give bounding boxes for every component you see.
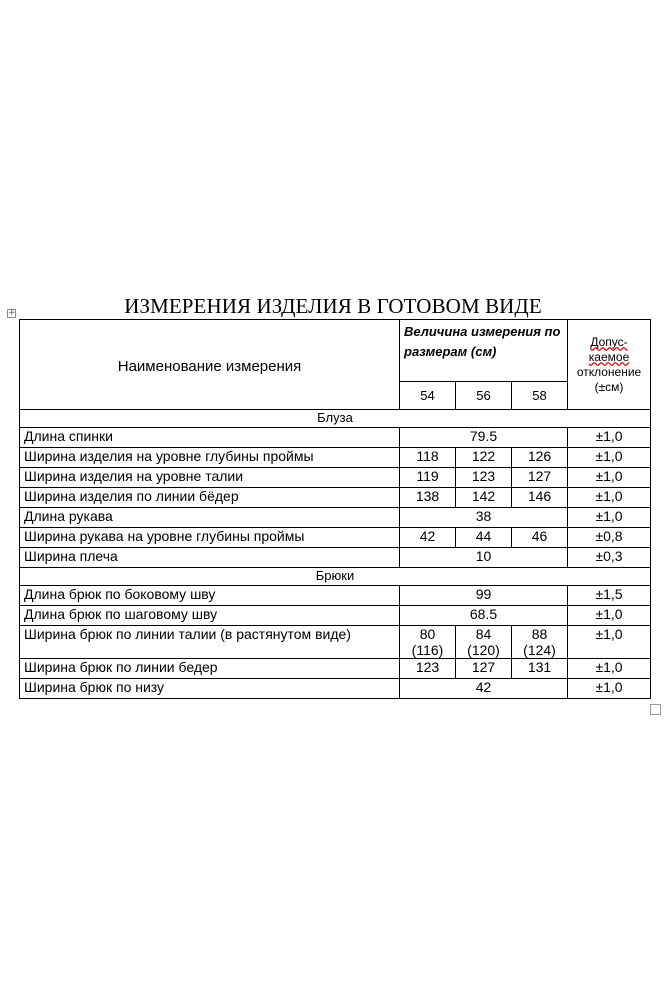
- measurement-name: Ширина брюк по линии бедер: [20, 659, 400, 679]
- measurement-value: [400, 468, 456, 488]
- tolerance-value: ±1,0: [568, 508, 651, 528]
- measurement-name: Длина брюк по шаговому шву: [20, 606, 400, 626]
- measurement-name: Ширина изделия на уровне глубины проймы: [20, 448, 400, 468]
- value-main: 146: [527, 488, 552, 504]
- value-stretched: (124): [523, 642, 556, 658]
- tolerance-value: ±0,3: [568, 548, 651, 568]
- measurement-value: [456, 659, 512, 679]
- measurement-value: 38: [400, 508, 568, 528]
- measurement-value: [512, 626, 568, 659]
- value-main: 88: [531, 626, 548, 642]
- value-main: 119: [416, 468, 439, 484]
- value-main: 142: [471, 488, 496, 504]
- tolerance-value: ±1,0: [568, 468, 651, 488]
- value-main: 84: [475, 626, 492, 642]
- table-row: [20, 488, 651, 508]
- tolerance-value: ±1,0: [568, 606, 651, 626]
- measurement-value: 68.5: [400, 606, 568, 626]
- table-row: [20, 679, 651, 699]
- table-row: [20, 528, 651, 548]
- measurement-value: 99: [400, 586, 568, 606]
- measurement-value: [512, 468, 568, 488]
- measurement-value: [456, 468, 512, 488]
- table-row: [20, 448, 651, 468]
- measurement-value: [400, 488, 456, 508]
- value-main: 126: [527, 448, 552, 464]
- size-56: 56: [456, 382, 512, 410]
- measurement-value: [400, 528, 456, 548]
- size-58: 58: [512, 382, 568, 410]
- tolerance-value: ±1,0: [568, 488, 651, 508]
- measurement-value: [456, 448, 512, 468]
- measurement-value: [512, 528, 568, 548]
- value-main: 44: [475, 528, 492, 544]
- tolerance-line-4: (±см): [594, 379, 624, 394]
- measurement-name: Ширина изделия на уровне талии: [20, 468, 400, 488]
- table-row: [20, 606, 651, 626]
- measurement-value: 10: [400, 548, 568, 568]
- measurement-value: [512, 659, 568, 679]
- value-main: 46: [531, 528, 548, 544]
- tolerance-value: ±1,0: [568, 428, 651, 448]
- value-stretched: (120): [467, 642, 500, 658]
- tolerance-line-2: каемое: [588, 349, 630, 364]
- value-main: 127: [471, 659, 496, 675]
- table-row: [20, 468, 651, 488]
- value-main: 42: [419, 528, 436, 544]
- measurement-value: [456, 488, 512, 508]
- measurement-value: 79.5: [400, 428, 568, 448]
- tolerance-value: ±1,0: [568, 626, 651, 659]
- measurement-name: Ширина изделия по линии бёдер: [20, 488, 400, 508]
- tolerance-line-3: отклонение: [576, 364, 642, 379]
- measurement-name: Длина спинки: [20, 428, 400, 448]
- value-main: 123: [471, 468, 496, 484]
- measurement-value: [512, 448, 568, 468]
- tolerance-line-1: Допус-: [590, 334, 628, 349]
- measurement-value: [400, 448, 456, 468]
- measurement-value: [400, 659, 456, 679]
- tolerance-value: ±0,8: [568, 528, 651, 548]
- table-row: [20, 548, 651, 568]
- header-name-cell: Наименование измерения: [20, 320, 400, 410]
- measurement-name: Ширина брюк по низу: [20, 679, 400, 699]
- value-main: 131: [527, 659, 552, 675]
- section-title: Брюки: [20, 568, 651, 586]
- table-row: [20, 586, 651, 606]
- value-stretched: (116): [411, 642, 444, 658]
- value-main: 123: [415, 659, 440, 675]
- value-main: 127: [527, 468, 552, 484]
- header-size-cell: Величина измерения по размерам (см): [400, 320, 568, 382]
- table-row: [20, 508, 651, 528]
- table-move-handle-icon[interactable]: +: [8, 308, 16, 318]
- value-main: 118: [416, 448, 439, 464]
- measurement-name: Ширина рукава на уровне глубины проймы: [20, 528, 400, 548]
- table-row: [20, 428, 651, 448]
- measurement-name: Длина брюк по боковому шву: [20, 586, 400, 606]
- value-main: 80: [419, 626, 436, 642]
- table-row: [20, 659, 651, 679]
- tolerance-value: ±1,0: [568, 448, 651, 468]
- measurement-name: Ширина плеча: [20, 548, 400, 568]
- measurement-value: 42: [400, 679, 568, 699]
- measurements-table: [19, 319, 651, 699]
- measurement-name: Ширина брюк по линии талии (в растянутом виде): [20, 626, 400, 659]
- measurement-value: [456, 528, 512, 548]
- section-row: [20, 410, 651, 428]
- header-tolerance-cell: [568, 320, 651, 410]
- tolerance-value: ±1,0: [568, 659, 651, 679]
- page-title: ИЗМЕРЕНИЯ ИЗДЕЛИЯ В ГОТОВОМ ВИДЕ: [124, 294, 542, 318]
- value-main: 122: [471, 448, 496, 464]
- value-main: 138: [415, 488, 440, 504]
- section-title: Блуза: [20, 410, 651, 428]
- measurement-value: [512, 488, 568, 508]
- tolerance-value: ±1,0: [568, 679, 651, 699]
- measurement-value: [456, 626, 512, 659]
- tolerance-value: ±1,5: [568, 586, 651, 606]
- table-row: [20, 626, 651, 659]
- size-54: 54: [400, 382, 456, 410]
- section-row: [20, 568, 651, 586]
- table-resize-handle[interactable]: [650, 704, 661, 715]
- measurement-name: Длина рукава: [20, 508, 400, 528]
- measurement-value: [400, 626, 456, 659]
